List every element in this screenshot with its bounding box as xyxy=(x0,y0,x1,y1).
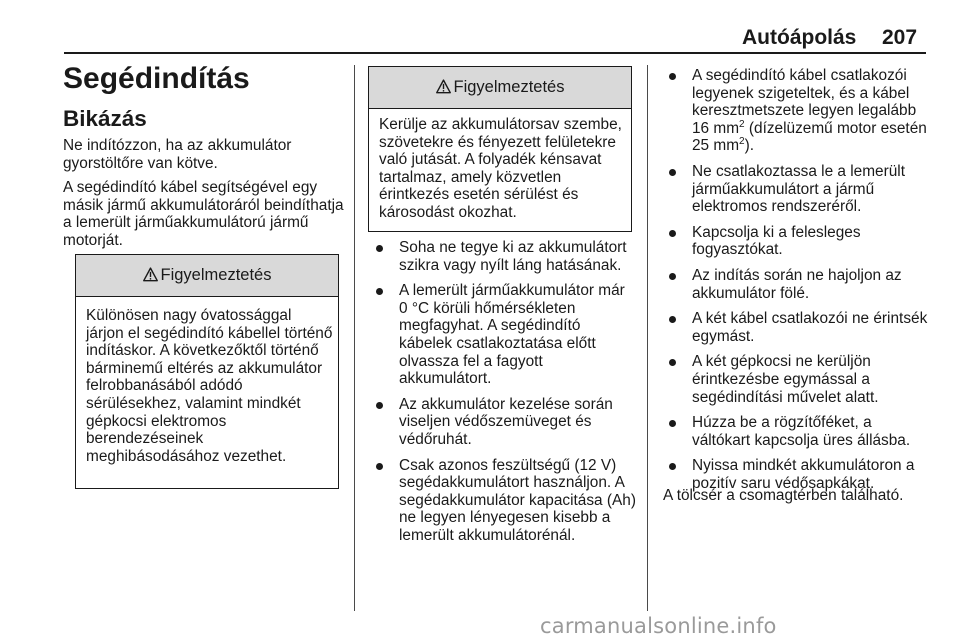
bullet-icon xyxy=(669,359,676,366)
list-item: Ne csatlakoztassa le a lemerült járműakkumulátort a jármű elektromos rendszeréről. xyxy=(663,163,929,216)
warning-text: Különösen nagy óvatossággal járjon el segédindító kábellel történő indításkor. A következőktől történő bárminemű eltérés az akkumulátor felrobbanásából adódó sérülésekhez, valamint mindkét gépkocsi elektromos berendezéseinek meghibásodásához vezethet. xyxy=(86,307,333,465)
bullet-icon xyxy=(376,245,383,252)
closing-note: A tölcsér a csomagtérben található. xyxy=(663,487,904,504)
bullet-icon xyxy=(669,463,676,470)
page-number: 207 xyxy=(882,26,918,49)
header-rule xyxy=(64,52,926,54)
column-divider-left xyxy=(354,65,355,611)
section-subtitle: Bikázás xyxy=(63,106,147,131)
bullet-icon xyxy=(669,273,676,280)
precaution-list xyxy=(370,239,636,545)
bullet-icon xyxy=(376,288,383,295)
column-divider-right xyxy=(647,65,648,611)
warning-box-acid xyxy=(368,66,632,232)
warning-title: Figyelmeztetés xyxy=(160,266,272,284)
warning-header xyxy=(76,255,338,297)
warning-header xyxy=(369,67,631,109)
bullet-icon xyxy=(669,420,676,427)
warning-title: Figyelmeztetés xyxy=(453,78,565,96)
bullet-icon xyxy=(376,402,383,409)
warning-text: Kerülje az akkumulátorsav szembe, szövetekre és fényezett felületekre való jutását. A folyadék kénsavat tartalmaz, amely közvetlen érintkezés esetén sérülést és károsodást okozhat. xyxy=(379,116,622,221)
list-item: Csak azonos feszültségű (12 V) segédakkumulátort használjon. A segédakkumulátor kapacitása (Ah) ne legyen lényegesen kisebb a lemerült akkumulátorénál. xyxy=(370,457,636,545)
list-item: A lemerült járműakkumulátor már 0 °C körüli hőmérsékleten megfagyhat. A segédindító kábelek csatlakoztatása előtt olvassza fel a fagyott akkumulátort. xyxy=(370,282,636,388)
list-item: Nyissa mindkét akkumulátoron a pozitív saru védősapkákat. xyxy=(663,457,929,492)
list-item: Soha ne tegye ki az akkumulátort szikra vagy nyílt láng hatásának. xyxy=(370,239,636,274)
list-item: Kapcsolja ki a felesleges fogyasztókat. xyxy=(663,224,929,259)
list-item: Az akkumulátor kezelése során viseljen védőszemüveget és védőruhát. xyxy=(370,396,636,449)
bullet-icon xyxy=(376,463,383,470)
list-item: Húzza be a rögzítőféket, a váltókart kapcsolja üres állásba. xyxy=(663,414,929,449)
bullet-icon xyxy=(669,73,676,80)
warning-triangle-icon xyxy=(436,79,451,94)
bullet-icon xyxy=(669,316,676,323)
section-title: Autóápolás xyxy=(742,26,857,49)
list-item: Az indítás során ne hajoljon az akkumulátor fölé. xyxy=(663,267,929,302)
watermark-text: carmanualsonline.info xyxy=(540,614,777,638)
intro-paragraph-1: Ne indítózzon, ha az akkumulátor gyorstöltőre van kötve. xyxy=(63,137,292,172)
warning-box-explosion xyxy=(75,254,339,489)
bullet-icon xyxy=(669,169,676,176)
list-item: A segédindító kábel csatlakozói legyenek szigeteltek, és a kábel keresztmetszete legyen legalább 16 $mm^2$ (dízelüzemű motor esetén 25 $mm^2$). xyxy=(663,67,929,155)
warning-triangle-icon xyxy=(143,267,158,282)
intro-paragraph-2: A segédindító kábel segítségével egy másik jármű akkumulátoráról beindíthatja a lemerült járműakkumulátorú jármű motorját. xyxy=(63,179,344,249)
bullet-icon xyxy=(669,230,676,237)
page-title: Segédindítás xyxy=(63,62,250,95)
list-item: A két kábel csatlakozói ne érintsék egymást. xyxy=(663,310,929,345)
procedure-list xyxy=(663,67,929,492)
list-item: A két gépkocsi ne kerüljön érintkezésbe egymással a segédindítási művelet alatt. xyxy=(663,353,929,406)
